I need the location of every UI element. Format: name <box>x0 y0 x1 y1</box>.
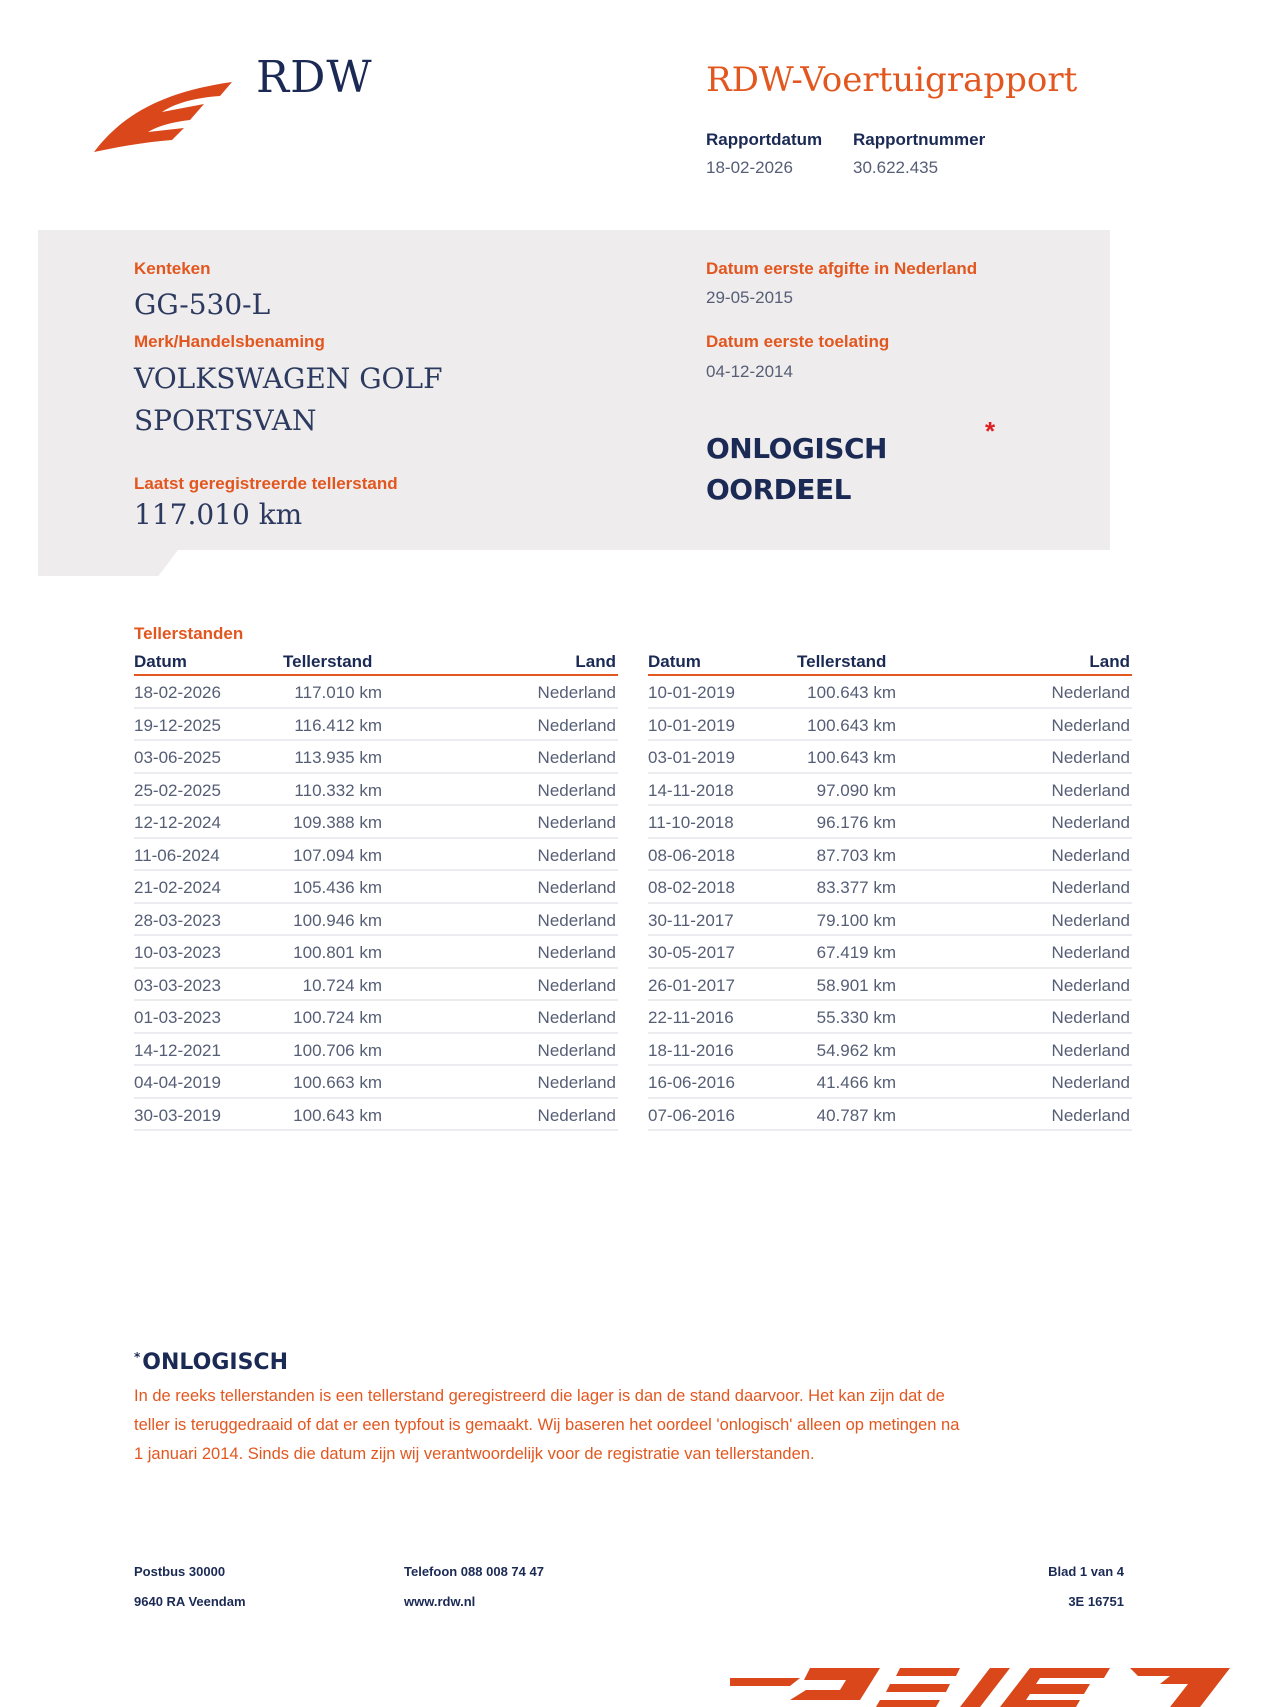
table-row <box>134 676 618 709</box>
reading-country: Nederland <box>537 748 616 767</box>
rdw-logo-icon <box>92 70 242 160</box>
header-country: Land <box>575 652 616 671</box>
reading-km: 110.332 km <box>294 780 382 800</box>
report-number-label: Rapportnummer <box>853 130 986 149</box>
reading-km: 10.724 km <box>302 975 382 995</box>
reading-date: 10-01-2019 <box>648 715 735 735</box>
reading-date: 26-01-2017 <box>648 975 735 995</box>
table-header <box>648 652 1132 676</box>
report-number-value: 30.622.435 <box>853 158 939 177</box>
reading-date: 03-01-2019 <box>648 748 735 767</box>
table-header <box>134 652 618 676</box>
first-admission-value: 04-12-2014 <box>706 362 793 381</box>
table-row <box>648 1099 1132 1132</box>
reading-country: Nederland <box>537 780 616 800</box>
reading-date: 18-11-2016 <box>648 1040 734 1060</box>
reading-country: Nederland <box>537 1040 616 1060</box>
reading-km: 100.643 km <box>293 1105 382 1125</box>
table-row <box>134 806 618 839</box>
first-nl-label: Datum eerste afgifte in Nederland <box>706 259 978 278</box>
table-row <box>134 1066 618 1099</box>
decorative-stripes-icon <box>730 1660 1250 1707</box>
reading-km: 100.643 km <box>807 683 896 702</box>
verdict <box>706 428 887 510</box>
table-row <box>648 676 1132 709</box>
reading-date: 19-12-2025 <box>134 715 221 735</box>
table-row <box>134 904 618 937</box>
table-row <box>648 806 1132 839</box>
reading-km: 55.330 km <box>816 1008 896 1027</box>
table-row <box>134 969 618 1002</box>
reading-km: 100.643 km <box>807 715 896 735</box>
reading-date: 30-11-2017 <box>648 910 734 930</box>
footer-code: 3E 16751 <box>1068 1594 1124 1609</box>
reading-date: 14-11-2018 <box>648 780 734 800</box>
reading-km: 113.935 km <box>294 748 382 767</box>
verdict-star-marker: * <box>985 416 996 446</box>
verdict-line2: OORDEEL <box>706 473 852 506</box>
reading-country: Nederland <box>1051 943 1130 962</box>
make-line1: VOLKSWAGEN GOLF <box>134 362 443 395</box>
reading-km: 100.643 km <box>807 748 896 767</box>
reading-km: 79.100 km <box>816 910 896 930</box>
reading-date: 10-03-2023 <box>134 943 221 962</box>
rows-right <box>648 676 1132 1131</box>
first-nl-value: 29-05-2015 <box>706 288 793 307</box>
reading-country: Nederland <box>537 910 616 930</box>
note-marker: * <box>134 1350 141 1364</box>
reading-country: Nederland <box>1051 1105 1130 1125</box>
table-row <box>134 1001 618 1034</box>
rows-left <box>134 676 618 1131</box>
reading-date: 08-02-2018 <box>648 878 735 897</box>
table-row <box>648 1034 1132 1067</box>
footer-contact <box>404 1557 544 1617</box>
note-title-text: ONLOGISCH <box>142 1350 288 1375</box>
header-km: Tellerstand <box>797 652 887 671</box>
header-date: Datum <box>648 652 701 671</box>
table-row <box>648 969 1132 1002</box>
reading-country: Nederland <box>537 715 616 735</box>
reading-km: 40.787 km <box>816 1105 896 1125</box>
header-km: Tellerstand <box>283 652 373 671</box>
plate-value: GG-530-L <box>134 288 271 321</box>
readings-table-left <box>134 652 618 1131</box>
note-text <box>134 1382 1074 1469</box>
reading-km: 83.377 km <box>816 878 896 897</box>
odometer-value: 117.010 km <box>134 498 303 531</box>
reading-km: 117.010 km <box>294 683 382 702</box>
reading-km: 100.724 km <box>293 1008 382 1027</box>
reading-country: Nederland <box>537 683 616 702</box>
table-row <box>134 741 618 774</box>
reading-country: Nederland <box>1051 878 1130 897</box>
plate-label: Kenteken <box>134 259 211 278</box>
reading-km: 107.094 km <box>293 845 382 865</box>
table-row <box>648 741 1132 774</box>
reading-country: Nederland <box>1051 845 1130 865</box>
table-row <box>648 709 1132 742</box>
reading-country: Nederland <box>1051 1008 1130 1027</box>
reading-country: Nederland <box>1051 975 1130 995</box>
report-date-label: Rapportdatum <box>706 130 823 149</box>
first-admission-label: Datum eerste toelating <box>706 332 890 351</box>
table-row <box>134 1099 618 1132</box>
reading-km: 67.419 km <box>816 943 896 962</box>
make-label: Merk/Handelsbenaming <box>134 332 325 351</box>
reading-country: Nederland <box>1051 683 1130 702</box>
report-date <box>706 130 822 178</box>
reading-date: 21-02-2024 <box>134 878 221 897</box>
note-title <box>134 1350 288 1375</box>
reading-km: 96.176 km <box>816 813 896 832</box>
reading-date: 01-03-2023 <box>134 1008 221 1027</box>
reading-country: Nederland <box>1051 1073 1130 1092</box>
footer-postbus: Postbus 30000 <box>134 1564 226 1579</box>
table-row <box>134 774 618 807</box>
reading-country: Nederland <box>1051 813 1130 832</box>
reading-date: 22-11-2016 <box>648 1008 734 1027</box>
reading-country: Nederland <box>537 943 616 962</box>
reading-date: 04-04-2019 <box>134 1073 221 1092</box>
reading-km: 100.706 km <box>293 1040 382 1060</box>
table-row <box>134 936 618 969</box>
reading-km: 58.901 km <box>816 975 896 995</box>
logo-text: RDW <box>256 52 373 103</box>
footer-page-number: Blad 1 van 4 <box>1048 1564 1124 1579</box>
reading-date: 16-06-2016 <box>648 1073 735 1092</box>
report-title: RDW-Voertuigrapport <box>706 60 1078 100</box>
table-row <box>648 1066 1132 1099</box>
note-line2: teller is teruggedraaid of dat er een typfout is gemaakt. Wij baseren het oordeel 'onlogisch' alleen op metingen na <box>134 1416 960 1434</box>
note-line3: 1 januari 2014. Sinds die datum zijn wij verantwoordelijk voor de registratie van tellerstanden. <box>134 1445 815 1463</box>
reading-km: 41.466 km <box>816 1073 896 1092</box>
table-row <box>134 871 618 904</box>
reading-date: 03-06-2025 <box>134 748 221 767</box>
reading-date: 03-03-2023 <box>134 975 221 995</box>
reading-km: 54.962 km <box>816 1040 896 1060</box>
reading-km: 105.436 km <box>293 878 382 897</box>
reading-date: 07-06-2016 <box>648 1105 735 1125</box>
verdict-line1: ONLOGISCH <box>706 432 887 465</box>
table-row <box>648 904 1132 937</box>
make-line2: SPORTSVAN <box>134 404 317 437</box>
reading-country: Nederland <box>537 813 616 832</box>
reading-country: Nederland <box>1051 1040 1130 1060</box>
footer-address <box>134 1557 246 1617</box>
footer-web[interactable]: www.rdw.nl <box>404 1594 476 1609</box>
footer-page <box>1048 1557 1124 1617</box>
reading-date: 12-12-2024 <box>134 813 221 832</box>
table-row <box>648 774 1132 807</box>
reading-country: Nederland <box>1051 780 1130 800</box>
reading-date: 11-10-2018 <box>648 813 734 832</box>
reading-km: 97.090 km <box>816 780 896 800</box>
panel-notch <box>38 550 178 576</box>
table-row <box>648 871 1132 904</box>
reading-km: 109.388 km <box>293 813 382 832</box>
reading-km: 116.412 km <box>294 715 382 735</box>
reading-country: Nederland <box>1051 715 1130 735</box>
reading-date: 28-03-2023 <box>134 910 221 930</box>
reading-date: 30-03-2019 <box>134 1105 221 1125</box>
reading-date: 08-06-2018 <box>648 845 735 865</box>
reading-country: Nederland <box>1051 910 1130 930</box>
reading-date: 11-06-2024 <box>134 845 220 865</box>
reading-date: 25-02-2025 <box>134 780 221 800</box>
report-date-value: 18-02-2026 <box>706 158 793 177</box>
reading-country: Nederland <box>1051 748 1130 767</box>
footer-city: 9640 RA Veendam <box>134 1594 246 1609</box>
table-row <box>648 936 1132 969</box>
table-row <box>648 1001 1132 1034</box>
header-date: Datum <box>134 652 187 671</box>
table-row <box>134 839 618 872</box>
reading-country: Nederland <box>537 1073 616 1092</box>
report-number <box>853 130 985 178</box>
reading-country: Nederland <box>537 1105 616 1125</box>
header-country: Land <box>1089 652 1130 671</box>
table-row <box>648 839 1132 872</box>
footer-phone: Telefoon 088 008 74 47 <box>404 1564 544 1579</box>
reading-country: Nederland <box>537 845 616 865</box>
readings-title: Tellerstanden <box>134 624 244 643</box>
table-row <box>134 709 618 742</box>
reading-date: 30-05-2017 <box>648 943 735 962</box>
reading-date: 14-12-2021 <box>134 1040 221 1060</box>
note-line1: In de reeks tellerstanden is een tellerstand geregistreerd die lager is dan de stand daarvoor. Het kan zijn dat de <box>134 1387 945 1405</box>
reading-km: 100.801 km <box>293 943 382 962</box>
reading-country: Nederland <box>537 975 616 995</box>
reading-date: 18-02-2026 <box>134 683 221 702</box>
reading-date: 10-01-2019 <box>648 683 735 702</box>
reading-km: 100.946 km <box>293 910 382 930</box>
readings-table-right <box>648 652 1132 1131</box>
odometer-label: Laatst geregistreerde tellerstand <box>134 474 398 493</box>
reading-country: Nederland <box>537 878 616 897</box>
reading-km: 100.663 km <box>293 1073 382 1092</box>
table-row <box>134 1034 618 1067</box>
reading-km: 87.703 km <box>816 845 896 865</box>
reading-country: Nederland <box>537 1008 616 1027</box>
